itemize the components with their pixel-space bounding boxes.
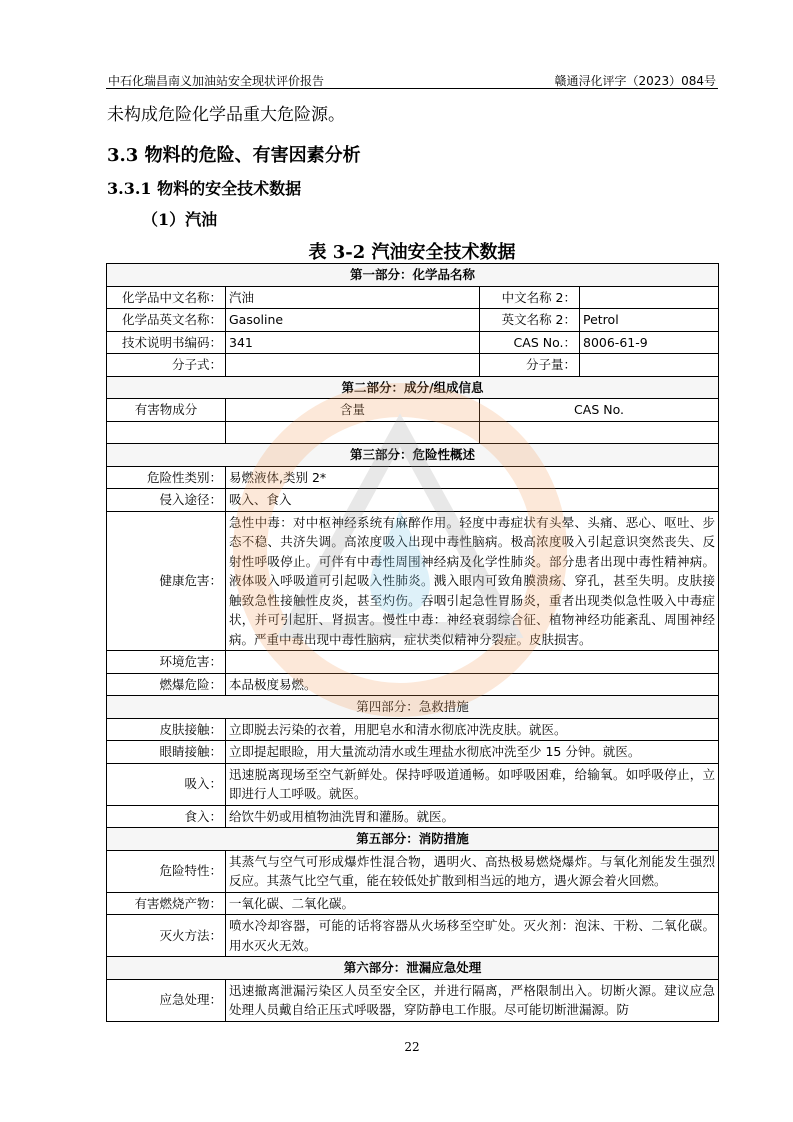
mw-value [580,354,719,377]
table-row [107,673,719,696]
page-number: 22 [404,1040,420,1054]
table-row [107,331,719,354]
route-label: 侵入途径： [107,489,226,512]
subsection-title: 3.3.1 物料的安全技术数据 [107,179,302,198]
eye-contact-label: 眼睛接触： [107,741,226,764]
cas-value: 8006-61-9 [580,331,719,354]
table-row [107,741,719,764]
en-name2-label: 英文名称 2： [480,309,580,332]
header-report-title: 中石化瑞昌南义加油站安全现状评价报告 [108,74,325,88]
table-row [107,511,719,651]
table-row [107,399,719,422]
part5-header-row [107,828,719,851]
content-cell [226,421,480,444]
table-row [107,489,719,512]
component-header: 有害物成分 [107,399,226,422]
item-title: （1）汽油 [142,210,218,229]
formula-label: 分子式： [107,354,226,377]
table-row [107,354,719,377]
component-cell [107,421,226,444]
cas-label: CAS No.： [480,331,580,354]
part4-header-row [107,696,719,719]
inhalation-value: 迅速脱离现场至空气新鲜处。保持呼吸道通畅。如呼吸困难，给输氧。如呼吸停止，立即进行人工呼吸。就医。 [226,763,719,805]
eye-contact-value: 立即提起眼睑，用大量流动清水或生理盐水彻底冲洗至少 15 分钟。就医。 [226,741,719,764]
fire-hazard-value: 本品极度易燃。 [226,673,719,696]
hazard-class-value: 易燃液体,类别 2* [226,466,719,489]
cn-name-value: 汽油 [226,286,480,309]
content-header: 含量 [226,399,480,422]
part1-header-row [107,264,719,287]
intro-line: 未构成危险化学品重大危险源。 [107,105,345,125]
header-rule [106,88,718,89]
spec-code-value: 341 [226,331,480,354]
spec-code-label: 技术说明书编码： [107,331,226,354]
emergency-label: 应急处理： [107,979,226,1021]
table-row [107,763,719,805]
ingestion-value: 给饮牛奶或用植物油洗胃和灌肠。就医。 [226,805,719,828]
part2-title: 第二部分：成分/组成信息 [107,376,719,399]
table-caption: 表 3-2 汽油安全技术数据 [308,242,516,263]
emergency-value: 迅速撤离泄漏污染区人员至安全区，并进行隔离，严格限制出入。切断火源。建议应急处理人员戴自给正压式呼吸器，穿防静电工作服。尽可能切断泄漏源。防 [226,979,719,1021]
cn-name2-value [580,286,719,309]
env-hazard-value [226,651,719,674]
mw-label: 分子量： [480,354,580,377]
health-hazard-label: 健康危害： [107,511,226,651]
part1-title: 第一部分：化学品名称 [107,264,719,287]
part5-title: 第五部分：消防措施 [107,828,719,851]
table-row [107,651,719,674]
formula-value [226,354,480,377]
table-row [107,466,719,489]
ingestion-label: 食入： [107,805,226,828]
combustion-products-label: 有害燃烧产物： [107,892,226,915]
health-hazard-value: 急性中毒：对中枢神经系统有麻醉作用。轻度中毒症状有头晕、头痛、恶心、呕吐、步态不稳、共济失调。高浓度吸入出现中毒性脑病。极高浓度吸入引起意识突然丧失、反射性呼吸停止。可伴有中毒性周围神经病及化学性肺炎。部分患者出现中毒性精神病。液体吸入呼吸道可引起吸入性肺炎。溅入眼内可致角膜溃疡、穿孔，甚至失明。皮肤接触致急性接触性皮炎，甚至灼伤。吞咽引起急性胃肠炎，重者出现类似急性吸入中毒症状，并可引起肝、肾损害。慢性中毒：神经衰弱综合征、植物神经功能紊乱、周围神经病。严重中毒出现中毒性脑病，症状类似精神分裂症。皮肤损害。 [226,511,719,651]
cn-name-label: 化学品中文名称： [107,286,226,309]
table-row [107,850,719,892]
part3-title: 第三部分：危险性概述 [107,444,719,467]
table-row [107,421,719,444]
header-report-number: 赣通浔化评字（2023）084号 [554,74,716,88]
inhalation-label: 吸入： [107,763,226,805]
page-header [106,70,718,88]
cn-name2-label: 中文名称 2： [480,286,580,309]
en-name2-value: Petrol [580,309,719,332]
table-row [107,892,719,915]
part4-title: 第四部分：急救措施 [107,696,719,719]
hazard-property-label: 危险特性： [107,850,226,892]
skin-contact-value: 立即脱去污染的衣着，用肥皂水和清水彻底冲洗皮肤。就医。 [226,718,719,741]
table-row [107,286,719,309]
en-name-value: Gasoline [226,309,480,332]
hazard-property-value: 其蒸气与空气可形成爆炸性混合物，遇明火、高热极易燃烧爆炸。与氧化剂能发生强烈反应。其蒸气比空气重，能在较低处扩散到相当远的地方，遇火源会着火回燃。 [226,850,719,892]
skin-contact-label: 皮肤接触： [107,718,226,741]
component-cas-cell [480,421,719,444]
table-row [107,915,719,957]
fire-hazard-label: 燃爆危险： [107,673,226,696]
component-cas-header: CAS No. [480,399,719,422]
route-value: 吸入、食入 [226,489,719,512]
gasoline-safety-data-table [106,263,719,1022]
part3-header-row [107,444,719,467]
en-name-label: 化学品英文名称： [107,309,226,332]
part6-title: 第六部分：泄漏应急处理 [107,957,719,980]
table-row [107,979,719,1021]
table-row [107,718,719,741]
table-row [107,805,719,828]
section-title: 3.3 物料的危险、有害因素分析 [107,145,361,166]
extinguish-method-value: 喷水冷却容器，可能的话将容器从火场移至空旷处。灭火剂：泡沫、干粉、二氧化碳。用水灭火无效。 [226,915,719,957]
combustion-products-value: 一氧化碳、二氧化碳。 [226,892,719,915]
table-row [107,309,719,332]
env-hazard-label: 环境危害： [107,651,226,674]
hazard-class-label: 危险性类别： [107,466,226,489]
part2-header-row [107,376,719,399]
part6-header-row [107,957,719,980]
extinguish-method-label: 灭火方法： [107,915,226,957]
